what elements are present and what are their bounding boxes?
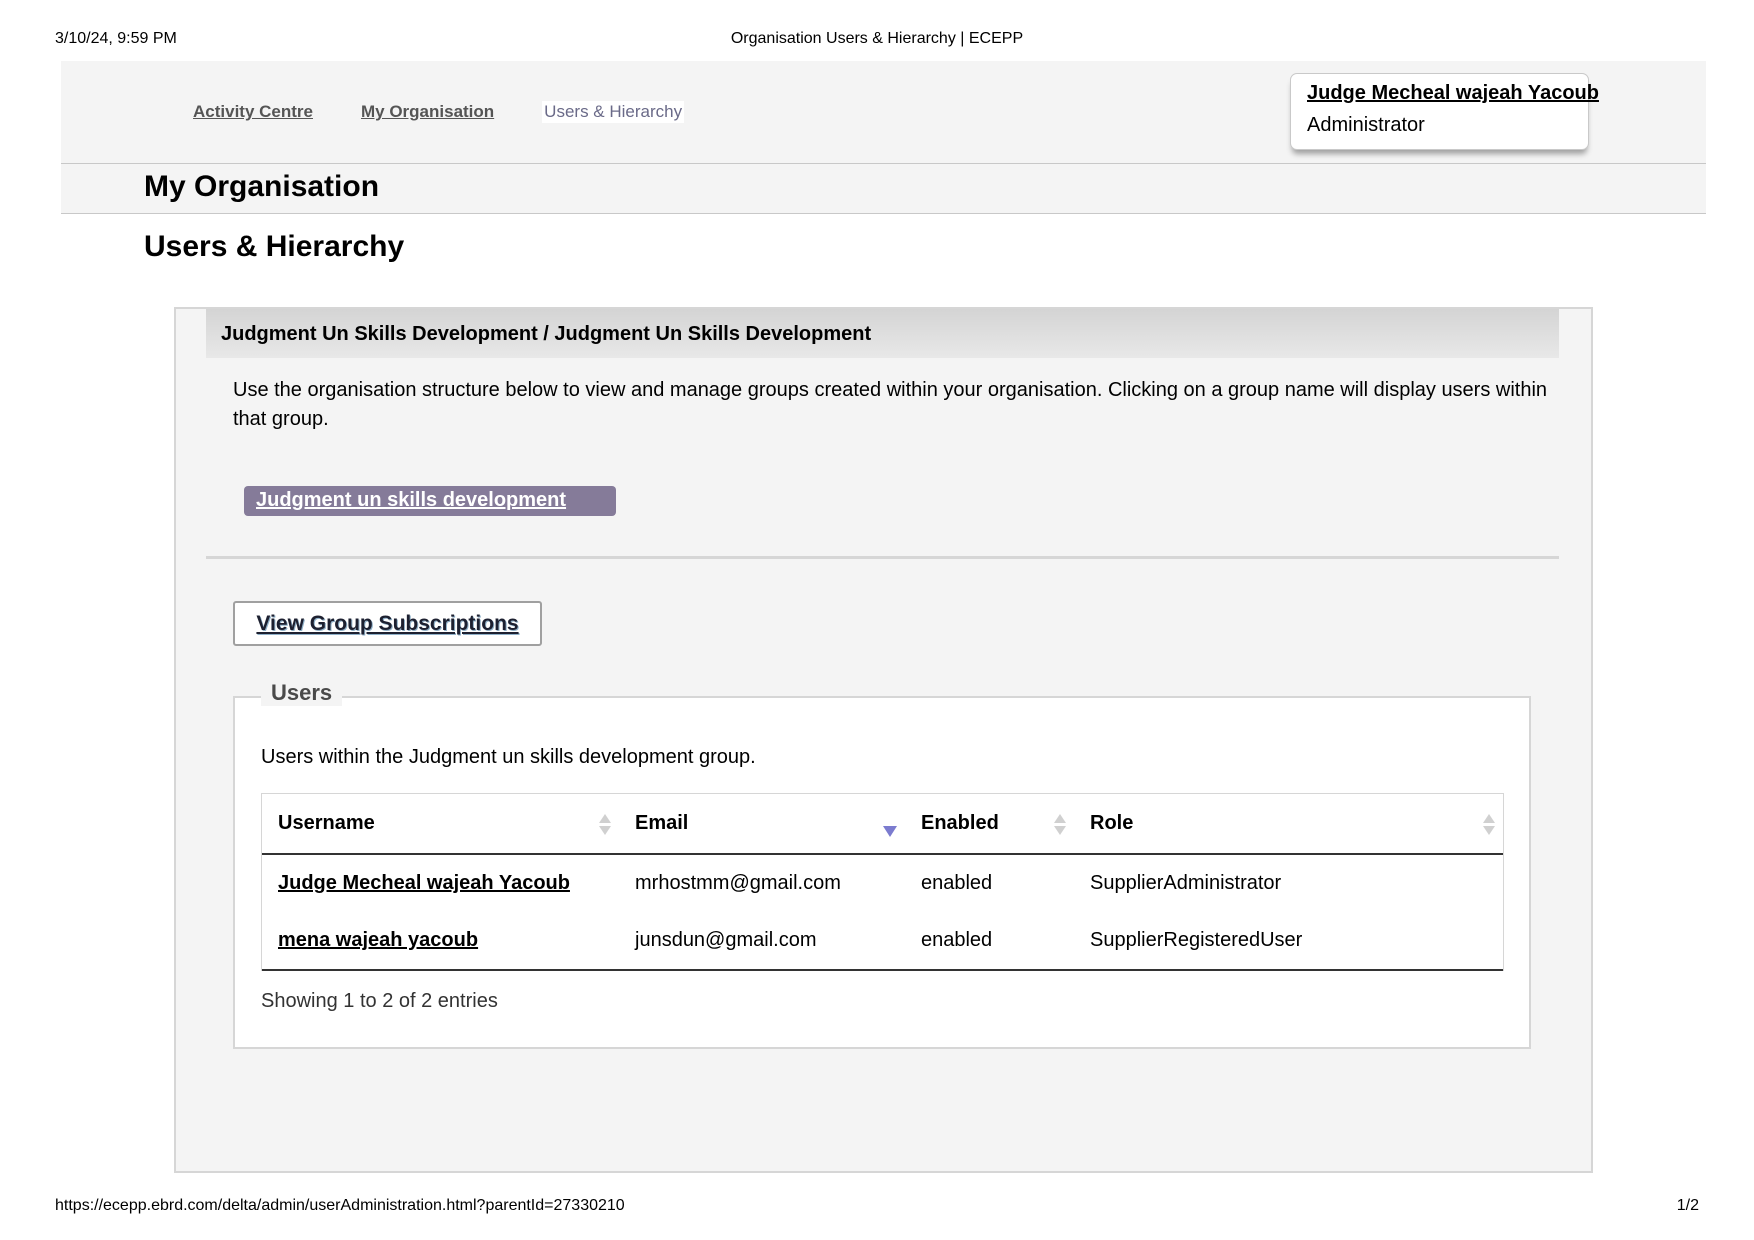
users-fieldset: [233, 680, 1531, 1049]
table-row: [262, 912, 1503, 970]
print-header: [55, 30, 1699, 52]
role-cell: SupplierRegisteredUser: [1074, 912, 1503, 970]
column-header-username[interactable]: [262, 794, 619, 854]
enabled-cell: enabled: [905, 912, 1074, 970]
section-bar: [61, 164, 1706, 214]
table-row: [262, 854, 1503, 912]
breadcrumb-activity-centre[interactable]: Activity Centre: [193, 102, 313, 121]
email-cell: junsdun@gmail.com: [619, 912, 905, 970]
column-header-label: Username: [278, 812, 375, 834]
enabled-cell: enabled: [921, 872, 993, 894]
table-header-row: [262, 794, 1503, 854]
column-header-label: Role: [1090, 812, 1134, 834]
username-link[interactable]: Judge Mecheal wajeah Yacoub: [278, 872, 570, 894]
print-datetime: 3/10/24, 9:59 PM: [55, 30, 177, 47]
user-role: Administrator: [1307, 114, 1425, 136]
breadcrumb-current: Users & Hierarchy: [544, 102, 683, 121]
user-name-link[interactable]: Judge Mecheal wajeah Yacoub: [1307, 82, 1599, 104]
column-header-enabled[interactable]: [905, 794, 1074, 854]
panel-header: [206, 309, 1559, 358]
breadcrumb-my-organisation[interactable]: My Organisation: [360, 102, 495, 121]
username-link[interactable]: mena wajeah yacoub: [262, 912, 619, 970]
column-header-email[interactable]: [619, 794, 905, 854]
intro-text: Use the organisation structure below to view and manage groups created within your organisation. Clicking on a group name will display users within that group.: [233, 379, 1548, 430]
role-cell: SupplierAdministrator: [1090, 872, 1282, 894]
breadcrumb: [193, 101, 684, 123]
print-page-number: 1/2: [1676, 1197, 1699, 1214]
column-header-label: Email: [635, 812, 689, 834]
table-summary: Showing 1 to 2 of 2 entries: [261, 990, 498, 1012]
column-header-role[interactable]: [1074, 794, 1503, 854]
print-doc-title: Organisation Users & Hierarchy | ECEPP: [730, 30, 1024, 47]
users-description: Users within the Judgment un skills development group.: [261, 746, 756, 768]
sort-icon: [1054, 814, 1066, 836]
column-header-label: Enabled: [921, 812, 999, 834]
divider: [206, 556, 1559, 559]
user-card: [1290, 73, 1599, 150]
organisation-panel: [174, 307, 1593, 1173]
users-legend: Users: [261, 680, 342, 706]
view-group-subscriptions-button[interactable]: [233, 601, 542, 646]
group-name-link[interactable]: Judgment un skills development: [256, 489, 567, 511]
users-table-wrapper: [261, 793, 1504, 971]
users-table: [262, 794, 1503, 971]
panel-title: Judgment Un Skills Development / Judgment Un Skills Development: [221, 323, 872, 345]
section-title: My Organisation: [144, 170, 380, 203]
sort-icon: [1483, 814, 1495, 836]
top-navigation-bar: [61, 61, 1706, 164]
email-cell: mrhostmm@gmail.com: [635, 872, 841, 894]
page-title: Users & Hierarchy: [144, 230, 405, 263]
sort-icon: [599, 814, 611, 836]
view-group-subscriptions-label: View Group Subscriptions: [256, 612, 519, 635]
print-footer: [55, 1197, 1699, 1219]
sort-descending-icon: [883, 826, 897, 837]
group-node[interactable]: [244, 486, 616, 516]
print-url: https://ecepp.ebrd.com/delta/admin/userAdministration.html?parentId=27330210: [55, 1197, 625, 1214]
